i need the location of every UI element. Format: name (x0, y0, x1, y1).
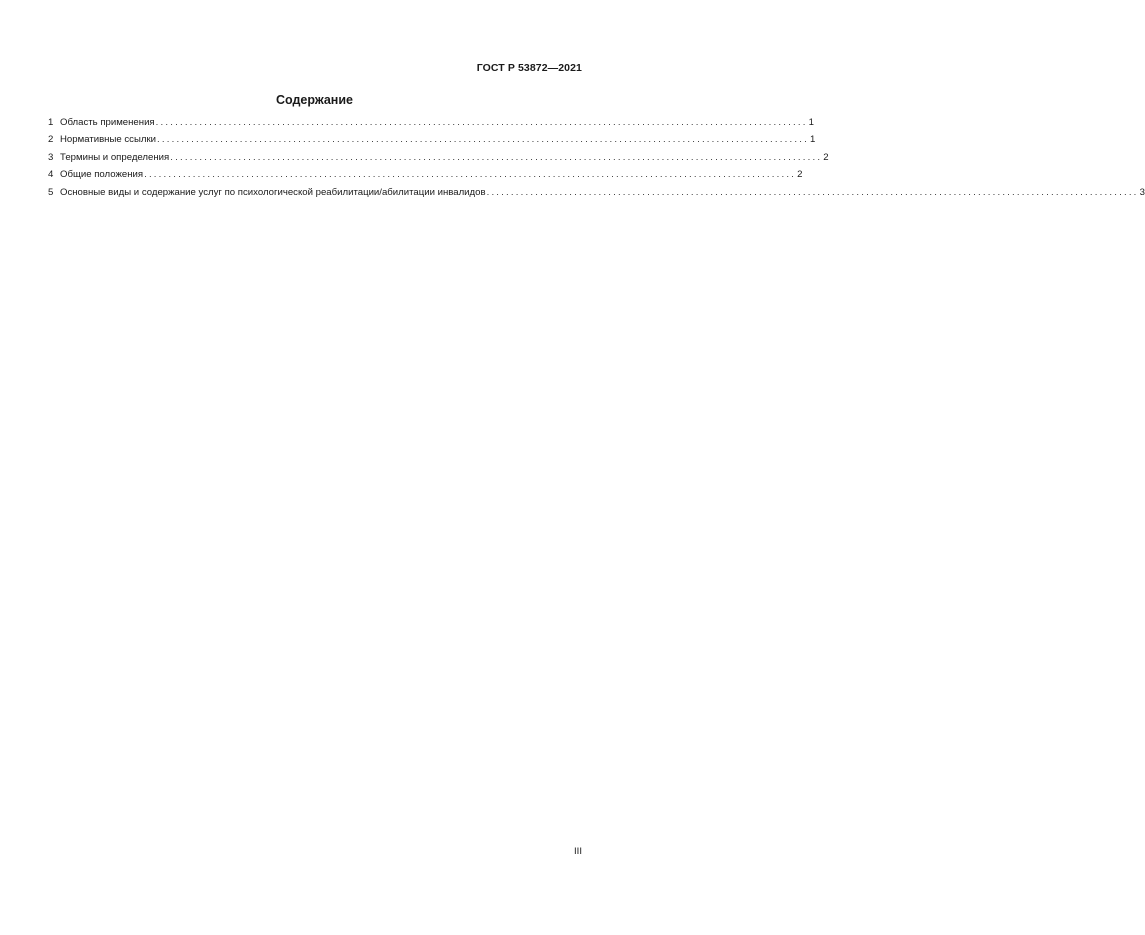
toc-item[interactable] (48, 186, 1145, 204)
toc-item[interactable] (48, 169, 803, 186)
toc-item-number: 2 (48, 134, 54, 146)
toc-item-page: 2 (797, 169, 803, 181)
toc-leader-dots: ...................................................................................................................................... (155, 117, 808, 128)
toc-item-page: 3 (1139, 186, 1145, 198)
toc-item-page: 1 (808, 117, 814, 128)
toc-leader-dots: ...................................................................................................................................... (486, 186, 1139, 198)
toc-item-label: Нормативные ссылки (60, 134, 157, 146)
document-code: ГОСТ Р 53872—2021 (476, 62, 582, 74)
toc-item-number: 4 (48, 169, 54, 181)
toc-leader-dots: ...................................................................................................................................... (144, 169, 797, 181)
toc-item-label: Термины и определения (60, 151, 170, 163)
toc-leader-dots: ...................................................................................................................................... (157, 134, 809, 146)
toc-item-label: Область применения (60, 117, 155, 128)
table-of-contents (48, 117, 1145, 204)
toc-item-page: 1 (810, 134, 816, 146)
toc-item-page: 2 (823, 151, 829, 163)
toc-item-label: Основные виды и содержание услуг по психологической реабилитации/абилитации инвалидов (60, 186, 486, 198)
toc-leader-dots: ...................................................................................................................................... (170, 151, 823, 163)
toc-title: Содержание (275, 93, 353, 107)
toc-item-label: Общие положения (60, 169, 144, 181)
toc-item[interactable] (48, 134, 816, 151)
page-number: III (574, 846, 582, 857)
toc-item-number: 1 (48, 117, 54, 128)
toc-item-number: 5 (48, 186, 54, 198)
toc-item[interactable] (48, 117, 814, 134)
toc-item-number: 3 (48, 151, 54, 163)
toc-item[interactable] (48, 151, 829, 169)
